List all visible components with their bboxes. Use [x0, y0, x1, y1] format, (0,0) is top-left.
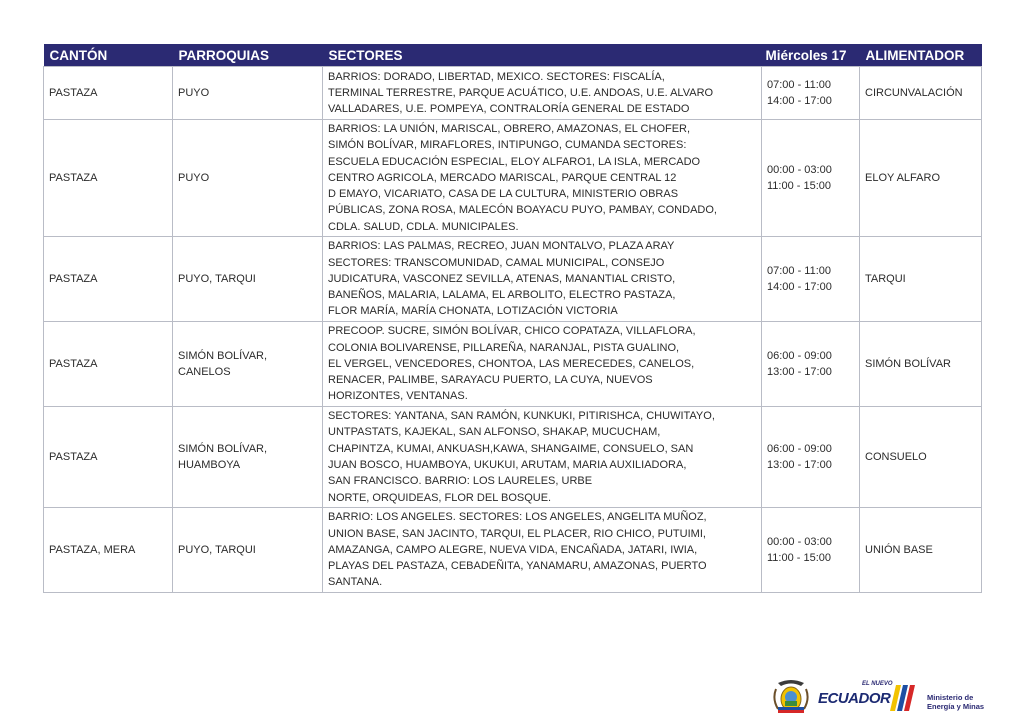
cell-horario: 00:00 - 03:00 11:00 - 15:00	[762, 508, 860, 593]
header-row	[44, 44, 982, 67]
cell-parroquias: SIMÓN BOLÍVAR, CANELOS	[173, 322, 323, 407]
cell-parroquias: PUYO, TARQUI	[173, 237, 323, 322]
cell-parroquias: PUYO, TARQUI	[173, 508, 323, 593]
cell-alimentador: CONSUELO	[860, 407, 982, 508]
brand-small-text: EL NUEVO	[862, 681, 893, 687]
cell-alimentador: SIMÓN BOLÍVAR	[860, 322, 982, 407]
cell-canton: PASTAZA	[44, 237, 173, 322]
header-dia: Miércoles 17	[762, 44, 860, 67]
cell-sectores: BARRIOS: DORADO, LIBERTAD, MEXICO. SECTORES: FISCALÍA, TERMINAL TERRESTRE, PARQUE ACUÁTICO, U.E. ANDOAS, U.E. ALVARO VALLADARES, U.E. POMPEYA, CONTRALORÍA GENERAL DE ESTADO	[323, 67, 762, 120]
ministry-label: Ministerio de Energía y Minas	[927, 693, 985, 711]
header-parroquias: PARROQUIAS	[173, 44, 323, 67]
cell-alimentador: UNIÓN BASE	[860, 508, 982, 593]
header-sectores: SECTORES	[323, 44, 762, 67]
cell-sectores: BARRIOS: LAS PALMAS, RECREO, JUAN MONTALVO, PLAZA ARAY SECTORES: TRANSCOMUNIDAD, CAMAL MUNICIPAL, CONSEJO JUDICATURA, VASCONEZ SEVILLA, ATENAS, MANANTIAL CRISTO, BANEÑOS, MALARIA, LALAMA, EL ARBOLITO, ELECTRO PASTAZA, FLOR MARÍA, MARÍA CHONATA, LOTIZACIÓN VICTORIA	[323, 237, 762, 322]
flag-stripes-icon	[890, 685, 916, 711]
schedule-table	[43, 44, 982, 593]
cell-sectores: PRECOOP. SUCRE, SIMÓN BOLÍVAR, CHICO COPATAZA, VILLAFLORA, COLONIA BOLIVARENSE, PILLAREÑA, NARANJAL, PISTA GUALINO, EL VERGEL, VENCEDORES, CHONTOA, LAS MERECEDES, CANELOS, RENACER, PALIMBE, SARAYACU PUERTO, LA CUYA, NUEVOS HORIZONTES, VENTANAS.	[323, 322, 762, 407]
ecuador-coat-of-arms-icon	[772, 677, 810, 717]
table-row	[44, 67, 982, 120]
cell-parroquias: PUYO	[173, 120, 323, 237]
cell-alimentador: TARQUI	[860, 237, 982, 322]
table-row	[44, 508, 982, 593]
cell-horario: 06:00 - 09:00 13:00 - 17:00	[762, 407, 860, 508]
cell-horario: 00:00 - 03:00 11:00 - 15:00	[762, 120, 860, 237]
cell-canton: PASTAZA	[44, 322, 173, 407]
table-row	[44, 407, 982, 508]
brand-name-text: ECUADOR	[818, 690, 891, 707]
table-row	[44, 237, 982, 322]
cell-alimentador: CIRCUNVALACIÓN	[860, 67, 982, 120]
el-nuevo-ecuador-logo	[818, 677, 918, 717]
table-row	[44, 120, 982, 237]
cell-horario: 07:00 - 11:00 14:00 - 17:00	[762, 67, 860, 120]
cell-parroquias: PUYO	[173, 67, 323, 120]
cell-canton: PASTAZA, MERA	[44, 508, 173, 593]
cell-horario: 06:00 - 09:00 13:00 - 17:00	[762, 322, 860, 407]
cell-horario: 07:00 - 11:00 14:00 - 17:00	[762, 237, 860, 322]
cell-sectores: BARRIOS: LA UNIÓN, MARISCAL, OBRERO, AMAZONAS, EL CHOFER, SIMÓN BOLÍVAR, MIRAFLORES, INTIPUNGO, CUMANDA SECTORES: ESCUELA EDUCACIÓN ESPECIAL, ELOY ALFARO1, LA ISLA, MERCADO CENTRO AGRICOLA, MERCADO MARISCAL, PARQUE CENTRAL 12 D EMAYO, VICARIATO, CASA DE LA CULTURA, MINISTERIO OBRAS PÚBLICAS, ZONA ROSA, MALECÓN BOAYACU PUYO, PAMBAY, CONDADO, CDLA. SALUD, CDLA. MUNICIPALES.	[323, 120, 762, 237]
cell-sectores: SECTORES: YANTANA, SAN RAMÓN, KUNKUKI, PITIRISHCA, CHUWITAYO, UNTPASTATS, KAJEKAL, SAN ALFONSO, SHAKAP, MUCUCHAM, CHAPINTZA, KUMAI, ANKUASH,KAWA, SHANGAIME, CONSUELO, SAN JUAN BOSCO, HUAMBOYA, UKUKUI, ARUTAM, MARIA AUXILIADORA, SAN FRANCISCO. BARRIO: LOS LAURELES, URBE NORTE, ORQUIDEAS, FLOR DEL BOSQUE.	[323, 407, 762, 508]
table-row	[44, 322, 982, 407]
cell-canton: PASTAZA	[44, 120, 173, 237]
header-canton: CANTÓN	[44, 44, 173, 67]
cell-parroquias: SIMÓN BOLÍVAR, HUAMBOYA	[173, 407, 323, 508]
cell-canton: PASTAZA	[44, 67, 173, 120]
cell-alimentador: ELOY ALFARO	[860, 120, 982, 237]
header-alimentador: ALIMENTADOR	[860, 44, 982, 67]
cell-sectores: BARRIO: LOS ANGELES. SECTORES: LOS ANGELES, ANGELITA MUÑOZ, UNION BASE, SAN JACINTO, TARQUI, EL PLACER, RIO CHICO, PUTUIMI, AMAZANGA, CAMPO ALEGRE, NUEVA VIDA, ENCAÑADA, JATARI, IWIA, PLAYAS DEL PASTAZA, CEBADEÑITA, YANAMARU, AMAZONAS, PUERTO SANTANA.	[323, 508, 762, 593]
cell-canton: PASTAZA	[44, 407, 173, 508]
